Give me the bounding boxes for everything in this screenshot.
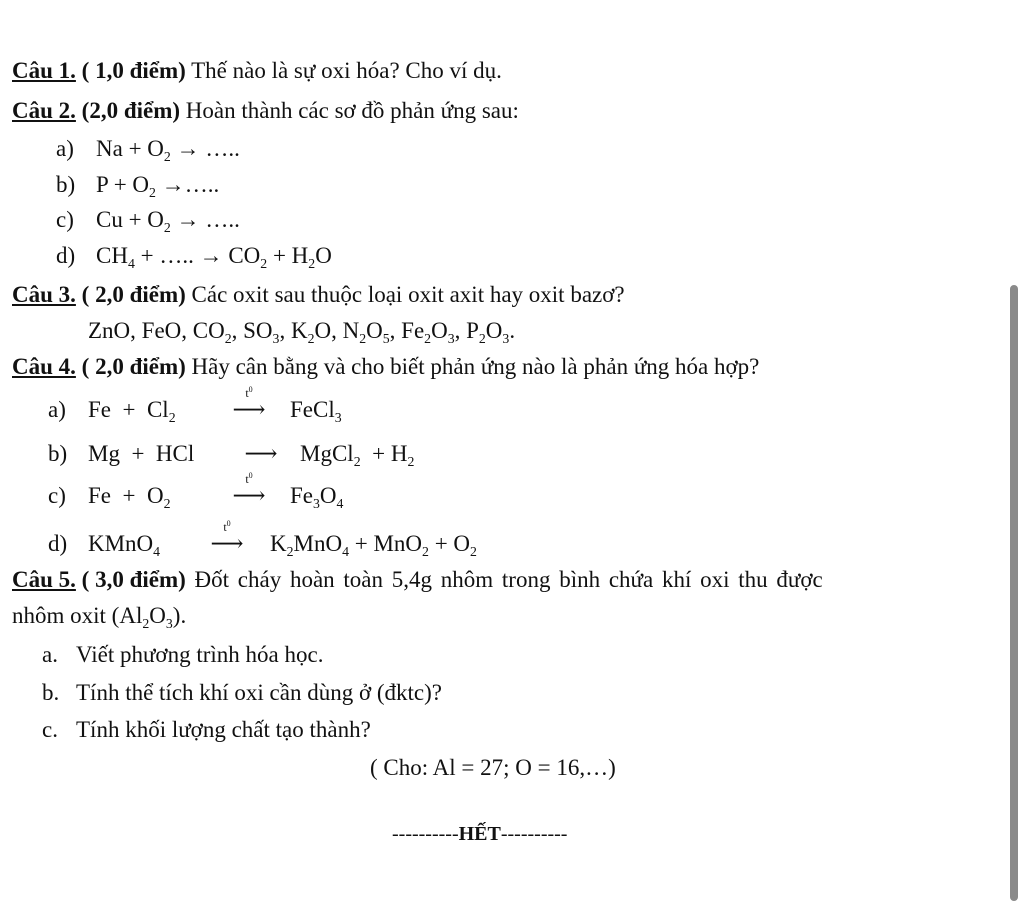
ox-sub: 5 xyxy=(382,330,390,346)
q4-text: Hãy cân bằng và cho biết phản ứng nào là phản ứng hóa hợp? xyxy=(185,354,760,379)
q4-item-label: c) xyxy=(48,483,66,508)
eq-part: K xyxy=(270,531,287,556)
q2-item-label: c) xyxy=(56,207,74,232)
eq-part: KMnO xyxy=(88,531,154,556)
eq-sub: 2 xyxy=(260,255,268,271)
q5-points: ( 3,0 điểm) xyxy=(75,567,186,592)
q1-points: ( 1,0 điểm) xyxy=(75,58,186,83)
cond-t: t xyxy=(245,386,249,400)
end-marker xyxy=(392,824,567,844)
q2-item-label: d) xyxy=(56,243,76,268)
ox-sub: 3 xyxy=(272,330,280,346)
q4-item-label: d) xyxy=(48,531,68,556)
eq-part: FeCl xyxy=(290,397,335,422)
eq-part: Mg + HCl xyxy=(88,441,195,466)
products xyxy=(300,441,415,469)
ox-sub: 2 xyxy=(224,330,232,346)
heat-condition xyxy=(196,520,258,533)
eq-part: + H xyxy=(360,441,408,466)
q3-points: ( 2,0 điểm) xyxy=(75,282,186,307)
eq-sub: 3 xyxy=(334,409,342,425)
eq-sub: 2 xyxy=(308,255,316,271)
end-dashes-left: ---------- xyxy=(392,823,459,845)
ox-part: , P xyxy=(454,318,479,343)
eq-sub: 4 xyxy=(127,255,135,271)
cond-sup: 0 xyxy=(248,471,253,480)
q4-item-d xyxy=(48,519,477,559)
ox-part: , K xyxy=(279,318,308,343)
q5-item-b xyxy=(42,681,442,704)
q5-item-label: c. xyxy=(42,717,58,742)
q5-label: Câu 5. xyxy=(12,567,76,592)
q3-text: Các oxit sau thuộc loại oxit axit hay oxit bazơ? xyxy=(185,282,625,307)
q1-label: Câu 1. xyxy=(12,58,76,83)
heat-arrow: $t^0$ ⟶ xyxy=(218,484,280,507)
eq-part: CH xyxy=(96,243,128,268)
q4-item-label: a) xyxy=(48,397,66,422)
q2-item-a xyxy=(56,136,240,164)
ox-part: , Fe xyxy=(389,318,425,343)
cond-t: t xyxy=(245,472,249,486)
eq-sub: 4 xyxy=(153,543,161,559)
heat-arrow: $t^0$ ⟶ xyxy=(218,398,280,421)
eq-sub: 2 xyxy=(168,409,176,425)
end-dashes-right: ---------- xyxy=(500,823,568,845)
question-1 xyxy=(12,59,502,82)
eq-part: Fe xyxy=(290,483,313,508)
eq-sub: 2 xyxy=(286,543,294,559)
vertical-scrollbar[interactable] xyxy=(1010,285,1018,901)
q5-item-c xyxy=(42,718,371,741)
q4-item-c xyxy=(48,471,344,511)
question-2 xyxy=(12,99,519,122)
eq-part: MgCl xyxy=(300,441,354,466)
ox-sub: 3 xyxy=(447,330,455,346)
q5-sub: 2 xyxy=(142,615,150,631)
eq-sub: 2 xyxy=(353,453,361,469)
reactants xyxy=(88,397,218,425)
reaction-arrow: ⟶ xyxy=(244,441,278,466)
q4-label: Câu 4. xyxy=(12,354,76,379)
heat-arrow: $t^0$ ⟶ xyxy=(196,532,258,555)
q3-oxide-list xyxy=(88,318,516,346)
q2-label: Câu 2. xyxy=(12,98,76,123)
heat-condition xyxy=(218,386,280,399)
ox-part: . xyxy=(509,318,516,343)
products xyxy=(290,397,342,425)
cond-sup: 0 xyxy=(226,519,231,528)
question-3 xyxy=(12,283,625,306)
q2-item-label: a) xyxy=(56,136,74,161)
q2-item-d xyxy=(56,243,332,271)
q5-sub: 3 xyxy=(165,615,173,631)
ox-sub: 2 xyxy=(359,330,367,346)
q2-text: Hoàn thành các sơ đồ phản ứng sau: xyxy=(180,98,519,123)
ox-part: ZnO, FeO, CO xyxy=(88,318,225,343)
ox-part: O xyxy=(366,318,383,343)
q5-line-2 xyxy=(12,603,187,631)
q5-item-text: Tính thể tích khí oxi cần dùng ở (đktc)? xyxy=(76,680,443,705)
eq-sub: 2 xyxy=(149,184,156,200)
q4-item-label: b) xyxy=(48,441,68,466)
eq-sub: 2 xyxy=(163,148,171,164)
end-word: HẾT xyxy=(458,823,501,845)
q2-points: (2,0 điểm) xyxy=(75,98,181,123)
eq-part: → ….. xyxy=(170,136,240,161)
products xyxy=(290,483,344,511)
eq-sub: 2 xyxy=(163,495,171,511)
reactants xyxy=(88,483,218,511)
q5-part: nhôm oxit (Al xyxy=(12,603,143,628)
eq-part: Fe + O xyxy=(88,483,164,508)
eq-part: O xyxy=(315,243,332,268)
ox-part: O xyxy=(431,318,448,343)
question-5 xyxy=(12,568,823,591)
q5-part: ). xyxy=(172,603,187,628)
eq-part: Cu + O xyxy=(96,207,164,232)
q4-item-b xyxy=(48,441,415,469)
products xyxy=(270,531,477,559)
q5-item-label: a. xyxy=(42,642,58,667)
q5-note: ( Cho: Al = 27; O = 16,…) xyxy=(370,755,616,780)
eq-part: P + O xyxy=(96,172,150,197)
eq-part: Fe + Cl xyxy=(88,397,169,422)
eq-sub: 2 xyxy=(163,219,171,235)
cond-t: t xyxy=(223,520,227,534)
eq-part: + O xyxy=(428,531,471,556)
ox-part: , SO xyxy=(231,318,273,343)
eq-part: → ….. xyxy=(170,207,240,232)
eq-sub: 4 xyxy=(336,495,344,511)
ox-sub: 2 xyxy=(424,330,432,346)
eq-sub: 3 xyxy=(313,495,320,511)
eq-part: O xyxy=(319,483,337,508)
q5-item-a xyxy=(42,643,323,666)
eq-part: MnO xyxy=(293,531,343,556)
eq-sub: 2 xyxy=(470,543,477,559)
eq-sub: 2 xyxy=(407,453,415,469)
eq-part: + H xyxy=(267,243,309,268)
ox-part: O, N xyxy=(314,318,360,343)
q5-part: O xyxy=(149,603,166,628)
eq-sub: 4 xyxy=(342,543,349,559)
cond-sup: 0 xyxy=(248,385,253,394)
ox-sub: 2 xyxy=(478,330,486,346)
q4-points: ( 2,0 điểm) xyxy=(75,354,186,379)
q2-item-label: b) xyxy=(56,172,76,197)
ox-sub: 3 xyxy=(502,330,510,346)
eq-sub: 2 xyxy=(422,543,429,559)
reactants xyxy=(88,442,230,465)
q3-label: Câu 3. xyxy=(12,282,76,307)
q5-item-text: Tính khối lượng chất tạo thành? xyxy=(76,717,371,742)
q5-item-label: b. xyxy=(42,680,60,705)
ox-sub: 2 xyxy=(307,330,315,346)
reactants xyxy=(88,531,196,559)
heat-condition xyxy=(218,472,280,485)
question-4 xyxy=(12,355,759,378)
eq-part: →….. xyxy=(155,172,220,197)
eq-part: + ….. → CO xyxy=(134,243,261,268)
q5-item-text: Viết phương trình hóa học. xyxy=(76,642,324,667)
eq-part: Na + O xyxy=(96,136,164,161)
eq-part: + MnO xyxy=(349,531,423,556)
q1-text: Thế nào là sự oxi hóa? Cho ví dụ. xyxy=(185,58,502,83)
q4-item-a xyxy=(48,385,342,425)
ox-part: O xyxy=(485,318,503,343)
q2-item-b xyxy=(56,172,220,200)
q5-text: Đốt cháy hoàn toàn 5,4g nhôm trong bình chứa khí oxi thu được xyxy=(185,567,823,592)
q2-item-c xyxy=(56,207,240,235)
